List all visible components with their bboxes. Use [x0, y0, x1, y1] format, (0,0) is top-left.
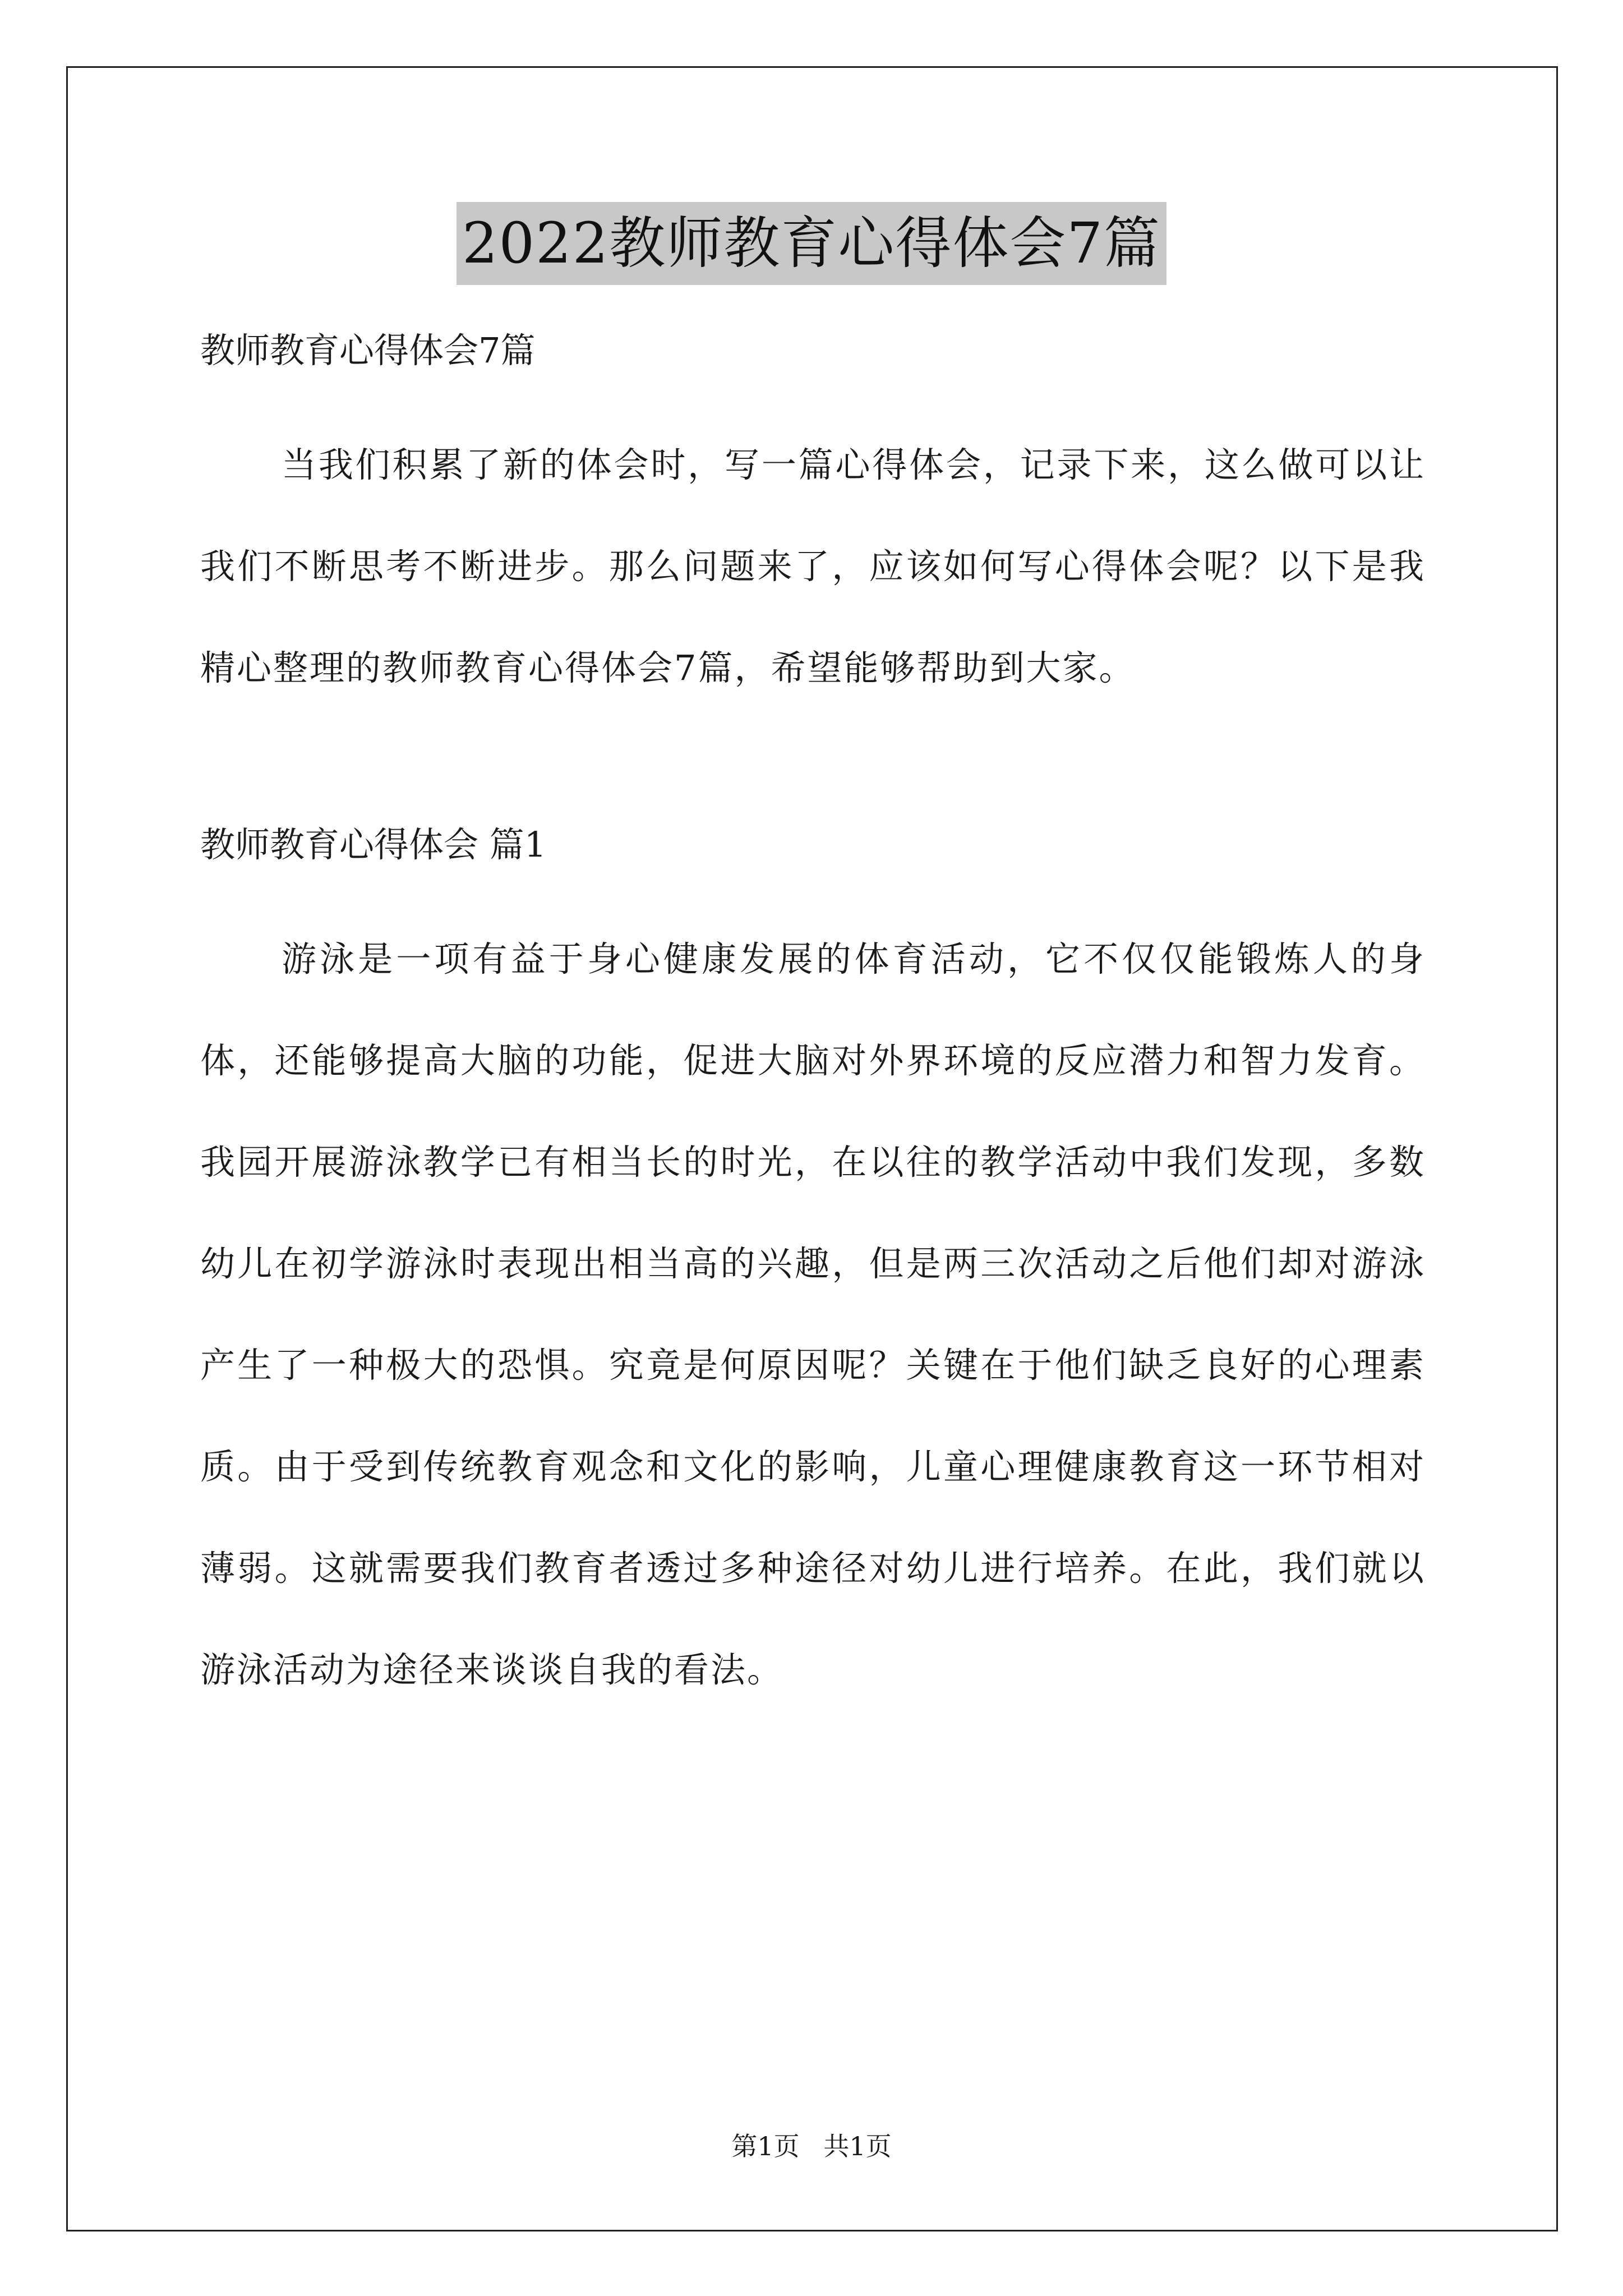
- section-paragraph: 游泳是一项有益于身心健康发展的体育活动，它不仅仅能锻炼人的身体，还能够提高大脑的功能，促进大脑对外界环境的反应潜力和智力发育。我园开展游泳教学已有相当长的时光，在以往的教学活动中我们发现，多数幼儿在初学游泳时表现出相当高的兴趣，但是两三次活动之后他们却对游泳产生了一种极大的恐惧。究竟是何原因呢？关键在于他们缺乏良好的心理素质。由于受到传统教育观念和文化的影响，儿童心理健康教育这一环节相对薄弱。这就需要我们教育者透过多种途径对幼儿进行培养。在此，我们就以游泳活动为途径来谈谈自我的看法。: [200, 938, 1426, 1690]
- section-heading: 教师教育心得体会 篇1: [200, 824, 547, 865]
- page-footer: [0, 2126, 1623, 2163]
- spacer: [200, 398, 1426, 414]
- spacer: [200, 892, 1426, 908]
- document-body: [200, 303, 1426, 1720]
- page-number: 第1页: [731, 2131, 800, 2161]
- title-area: [0, 202, 1623, 285]
- document-subtitle: 教师教育心得体会7篇: [200, 330, 536, 371]
- document-title: 2022教师教育心得体会7篇: [457, 202, 1166, 285]
- spacer: [200, 719, 1426, 797]
- page-total: 共1页: [823, 2131, 892, 2161]
- intro-paragraph: 当我们积累了新的体会时，写一篇心得体会，记录下来，这么做可以让我们不断思考不断进步。那么问题来了，应该如何写心得体会呢？以下是我精心整理的教师教育心得体会7篇，希望能够帮助到大家。: [200, 444, 1426, 688]
